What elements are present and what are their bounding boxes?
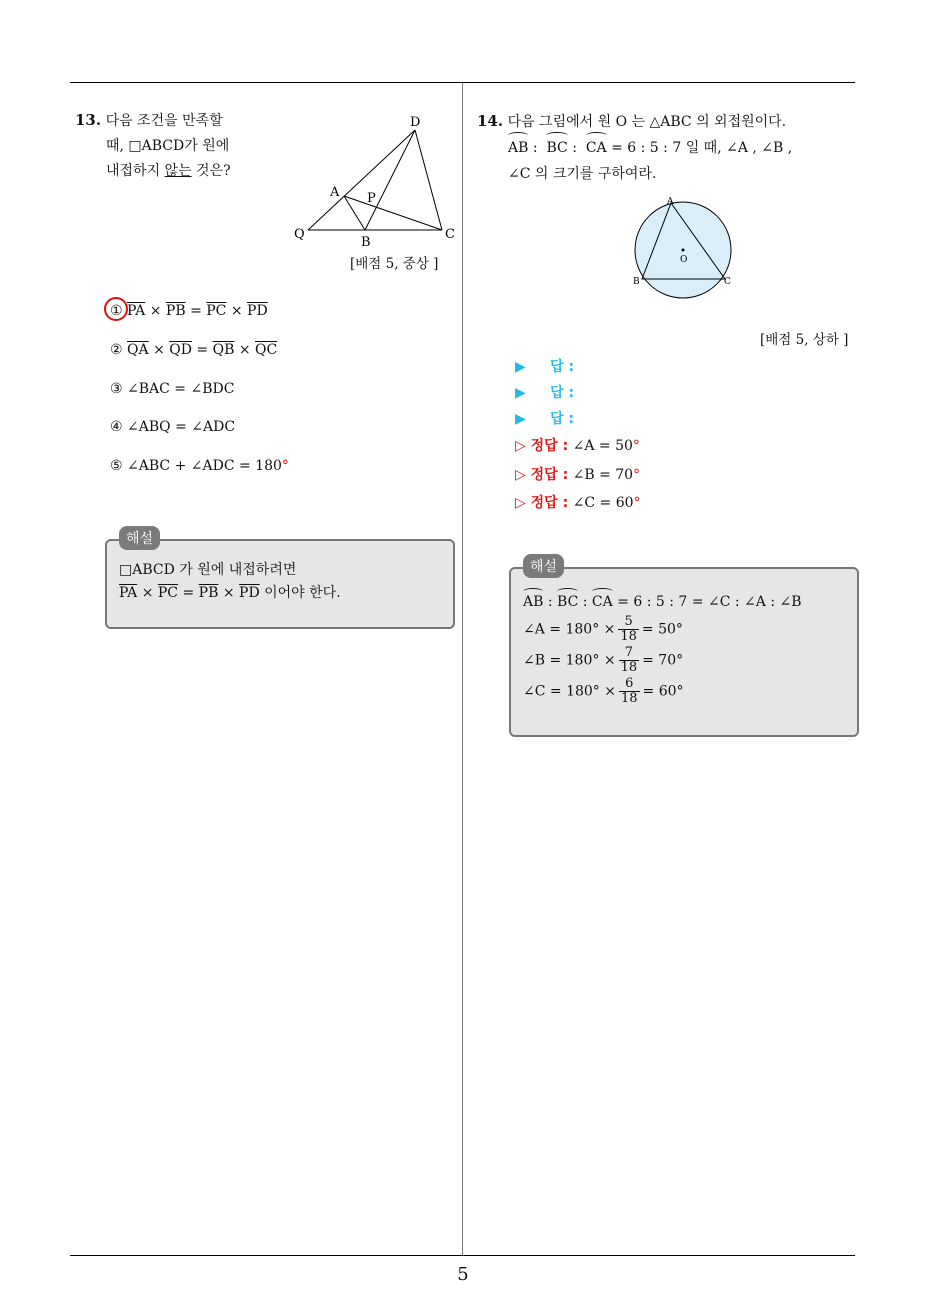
q13-line2: 때, □ABCD가 원에 [106,138,230,154]
label-O: O [680,255,688,265]
label-P: P [367,191,376,206]
label-D: D [410,115,421,130]
label-A: A [330,185,340,200]
question-13-text: 13. 다음 조건을 만족할 때, □ABCD가 원에 내접하지 않는 것은? [75,111,231,179]
outline-triangle-icon: ▷ [515,467,531,483]
q14-figure [630,195,740,305]
q13-score: [배점 5, 중상 ] [350,256,439,272]
q14-solution-box [509,567,859,737]
label-A: A [667,197,674,207]
label-Q: Q [294,227,305,242]
underlined-not: 않는 [164,163,192,179]
answer-line-3[interactable]: ▶ 답 : [515,411,575,427]
q14-solution-label: 해설 [523,554,564,578]
label-C: C [445,227,455,242]
question-number: 14. [477,112,504,130]
label-B: B [633,277,640,287]
q14-solution-ratio: AB : BC : CA = 6 : 5 : 7 = ∠C : ∠A : ∠B [523,591,802,613]
triangle-right-icon: ▶ [515,359,551,375]
q14-line2: AB : BC : CA = 6 : 5 : 7 일 때, ∠A , ∠B , [477,135,862,161]
q13-solution-box [105,539,455,629]
q14-solution-A: ∠A = 180° × $\frac{5}{18}$ = 50° [523,614,683,644]
option-3[interactable]: ③ ∠BAC = ∠BDC [110,381,235,397]
q13-figure [290,110,465,250]
outline-triangle-icon: ▷ [515,495,531,511]
q14-score: [배점 5, 상하 ] [760,332,849,348]
option-4[interactable]: ④ ∠ABQ = ∠ADC [110,419,236,435]
q13-solution-label: 해설 [119,526,160,550]
center-dot [682,249,685,252]
selected-answer-circle [104,297,128,321]
bottom-rule [70,1255,855,1256]
question-14-text [477,108,862,187]
q14-line1: 다음 그림에서 원 O 는 △ABC 의 외접원이다. [507,114,787,130]
page-number: 5 [457,1264,469,1285]
q13-solution-line1: □ABCD 가 원에 내접하려면 [119,562,297,578]
answer-line-1[interactable]: ▶ 답 : [515,359,575,375]
q14-line3: ∠C 의 크기를 구하여라. [508,166,657,182]
q14-solution-B: ∠B = 180° × $\frac{7}{18}$ = 70° [523,645,684,675]
triangle-right-icon: ▶ [515,411,551,427]
option-5[interactable]: ⑤ ∠ABC + ∠ADC = 180° [110,458,289,474]
answer-line-2[interactable]: ▶ 답 : [515,385,575,401]
correct-answer-3: ▷ 정답 : ∠C = 60° [515,495,641,511]
correct-answer-2: ▷ 정답 : ∠B = 70° [515,467,641,483]
q13-solution-line2: $\overline{PA} \times \overline{PC} = \overline{PB} \times \overline{PD}$ 이어야 한다. [119,585,341,601]
q13-line1: 다음 조건을 만족할 [105,113,223,129]
correct-answer-1: ▷ 정답 : ∠A = 50° [515,438,640,454]
q14-solution-C: ∠C = 180° × $\frac{6}{18}$ = 60° [523,676,684,706]
option-2[interactable]: ② $\overline{QA} \times \overline{QD} = \overline{QB} \times \overline{QC}$ [110,342,278,358]
question-number: 13. [75,111,102,129]
outline-triangle-icon: ▷ [515,438,531,454]
option-1[interactable]: ① $\overline{PA} \times \overline{PB} = \overline{PC} \times \overline{PD}$ [110,303,268,319]
column-divider [462,83,463,1255]
label-C: C [724,277,731,287]
label-B: B [361,235,371,250]
triangle-right-icon: ▶ [515,385,551,401]
